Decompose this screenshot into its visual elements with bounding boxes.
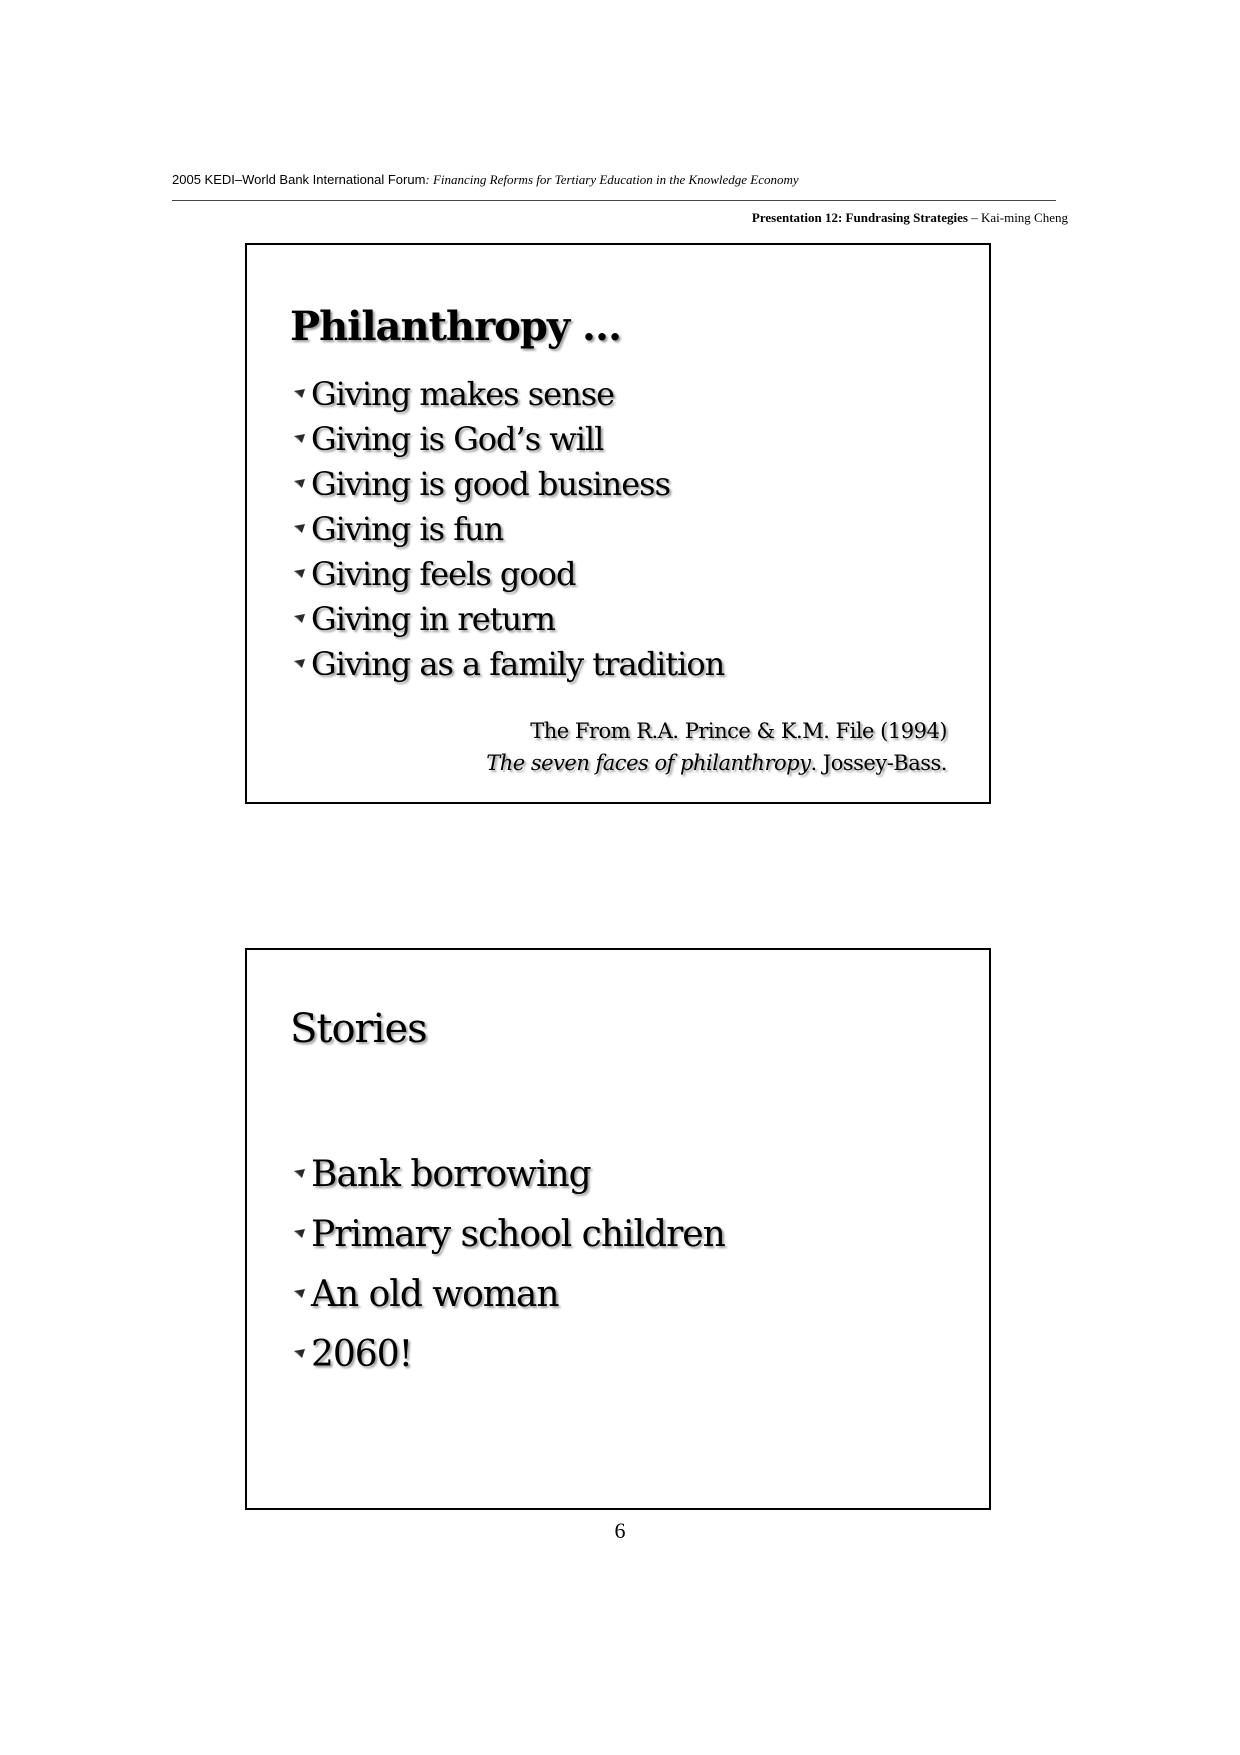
list-item: Giving is good business: [293, 461, 724, 506]
arrow-bullet-icon: [293, 658, 307, 670]
list-item: 2060!: [293, 1324, 725, 1384]
arrow-bullet-icon: [293, 613, 307, 625]
arrow-bullet-icon: [293, 523, 307, 535]
arrow-bullet-icon: [293, 568, 307, 580]
list-item: Giving makes sense: [293, 371, 724, 416]
arrow-bullet-icon: [293, 388, 307, 400]
list-item: Giving is fun: [293, 506, 724, 551]
arrow-bullet-icon: [293, 433, 307, 445]
bullet-list: [293, 371, 724, 686]
list-item: Giving as a family tradition: [293, 641, 724, 686]
bullet-list: [293, 1144, 725, 1384]
header-separator: –: [967, 210, 981, 225]
slide-title: Philanthropy …: [290, 303, 621, 350]
arrow-bullet-icon: [293, 478, 307, 490]
presentation-title: Presentation 12: Fundrasing Strategies: [751, 210, 968, 225]
arrow-bullet-icon: [293, 1288, 307, 1300]
presentation-line: [752, 210, 1068, 226]
running-header: [172, 172, 799, 188]
page-number: 6: [614, 1518, 626, 1543]
citation-book-title: The seven faces of philanthropy: [486, 751, 811, 775]
list-item: Bank borrowing: [293, 1144, 725, 1204]
citation: [486, 715, 947, 779]
slide-title: Stories: [290, 1006, 427, 1052]
presentation-author: Kai-ming Cheng: [980, 210, 1068, 225]
header-divider: [172, 200, 1056, 201]
list-item: Primary school children: [293, 1204, 725, 1264]
header-forum-title: : Financing Reforms for Tertiary Education in the Knowledge Economy: [425, 172, 799, 187]
citation-source: [486, 747, 947, 779]
list-item: Giving in return: [293, 596, 724, 641]
list-item: Giving is God’s will: [293, 416, 724, 461]
citation-authors: The From R.A. Prince & K.M. File (1994): [530, 719, 947, 743]
slide-philanthropy: [245, 243, 991, 804]
arrow-bullet-icon: [293, 1348, 307, 1360]
citation-publisher: . Jossey-Bass.: [810, 751, 947, 775]
list-item: An old woman: [293, 1264, 725, 1324]
arrow-bullet-icon: [293, 1168, 307, 1180]
arrow-bullet-icon: [293, 1228, 307, 1240]
slide-stories: [245, 948, 991, 1510]
header-org: 2005 KEDI–World Bank International Forum: [172, 172, 426, 187]
list-item: Giving feels good: [293, 551, 724, 596]
